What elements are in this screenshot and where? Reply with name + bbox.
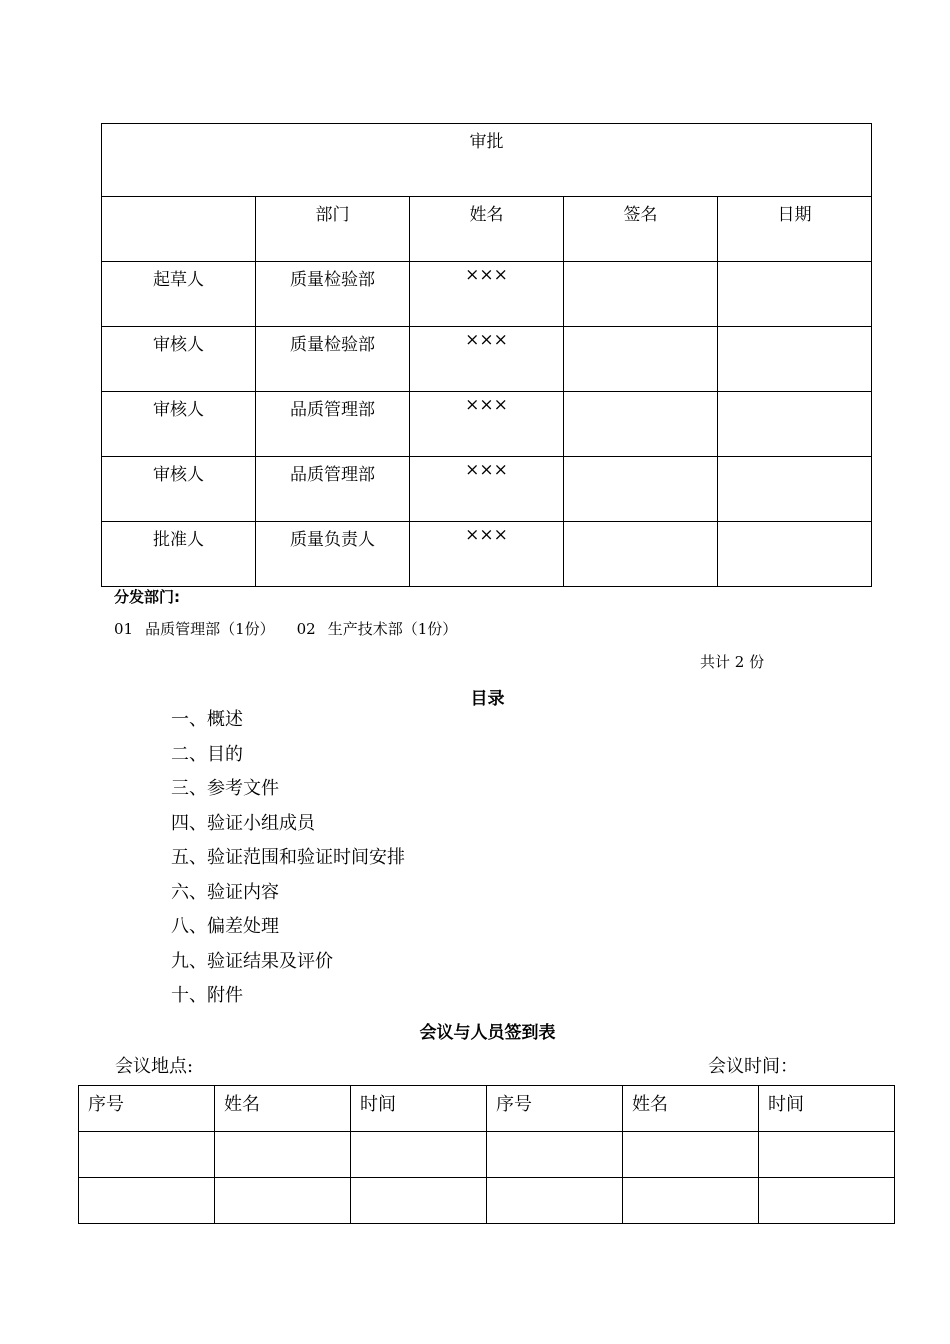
signin-cell[interactable] [215,1132,351,1178]
signin-cell[interactable] [487,1178,623,1224]
role-cell: 审核人 [102,327,256,392]
distribution-code: 01 [114,620,134,638]
signin-cell[interactable] [623,1132,759,1178]
header-cell: 姓名 [623,1086,759,1132]
dept-cell: 质量负责人 [256,522,410,587]
header-cell: 姓名 [410,197,564,262]
dept-cell: 质量检验部 [256,262,410,327]
name-cell: ××× [410,262,564,327]
approval-row [102,457,872,522]
signin-cell[interactable] [351,1132,487,1178]
date-cell [718,392,872,457]
signature-cell [564,522,718,587]
toc-item: 四、验证小组成员 [171,812,315,834]
toc-item: 一、概述 [171,709,243,730]
approval-row [102,262,872,327]
signin-row [79,1178,895,1224]
toc-item: 九、验证结果及评价 [171,950,333,972]
approval-header-row [102,197,872,262]
signin-cell[interactable] [79,1132,215,1178]
role-cell: 审核人 [102,392,256,457]
name-cell: ××× [410,522,564,587]
signin-header-row [79,1086,895,1132]
date-cell [718,327,872,392]
toc-item: 三、参考文件 [171,778,279,799]
distribution-list [114,618,469,639]
header-cell: 签名 [564,197,718,262]
date-cell [718,262,872,327]
approval-table [101,123,872,587]
toc-list [171,706,405,1017]
signin-row [79,1132,895,1178]
signin-cell[interactable] [79,1178,215,1224]
header-cell: 日期 [718,197,872,262]
toc-item: 六、验证内容 [171,881,279,903]
signin-table [78,1085,895,1224]
toc-item: 八、偏差处理 [171,916,279,937]
name-cell: ××× [410,392,564,457]
dept-cell: 品质管理部 [256,457,410,522]
meeting-place-label: 会议地点: [115,1056,194,1077]
name-cell: ××× [410,327,564,392]
approval-title-row [102,124,872,197]
date-cell [718,522,872,587]
header-cell: 序号 [487,1086,623,1132]
signature-cell [564,262,718,327]
signin-cell[interactable] [759,1178,895,1224]
toc-item: 二、目的 [171,743,243,765]
signature-cell [564,327,718,392]
signin-cell[interactable] [487,1132,623,1178]
distribution-code: 02 [296,620,316,638]
header-cell: 时间 [759,1086,895,1132]
dept-cell: 质量检验部 [256,327,410,392]
approval-row [102,522,872,587]
distribution-dept: 生产技术部（1份） [327,620,458,638]
distribution-dept: 品质管理部（1份） [145,620,275,638]
approval-title: 审批 [102,124,872,197]
dept-cell: 品质管理部 [256,392,410,457]
signin-cell[interactable] [623,1178,759,1224]
header-cell: 姓名 [215,1086,351,1132]
role-cell: 审核人 [102,457,256,522]
distribution-label: 分发部门: [114,588,180,606]
header-cell: 序号 [79,1086,215,1132]
header-cell: 时间 [351,1086,487,1132]
approval-row [102,327,872,392]
distribution-total: 共计 2 份 [700,653,765,671]
toc-item: 五、验证范围和验证时间安排 [171,847,405,868]
signin-cell[interactable] [759,1132,895,1178]
role-cell: 批准人 [102,522,256,587]
toc-item: 十、附件 [171,985,243,1006]
meeting-time-label: 会议时间： [708,1056,798,1077]
role-cell: 起草人 [102,262,256,327]
signature-cell [564,392,718,457]
date-cell [718,457,872,522]
header-cell: 部门 [256,197,410,262]
header-cell [102,197,256,262]
toc-title: 目录 [470,689,505,709]
signin-cell[interactable] [215,1178,351,1224]
name-cell: ××× [410,457,564,522]
signature-cell [564,457,718,522]
approval-row [102,392,872,457]
signin-cell[interactable] [351,1178,487,1224]
signin-title: 会议与人员签到表 [419,1023,556,1043]
